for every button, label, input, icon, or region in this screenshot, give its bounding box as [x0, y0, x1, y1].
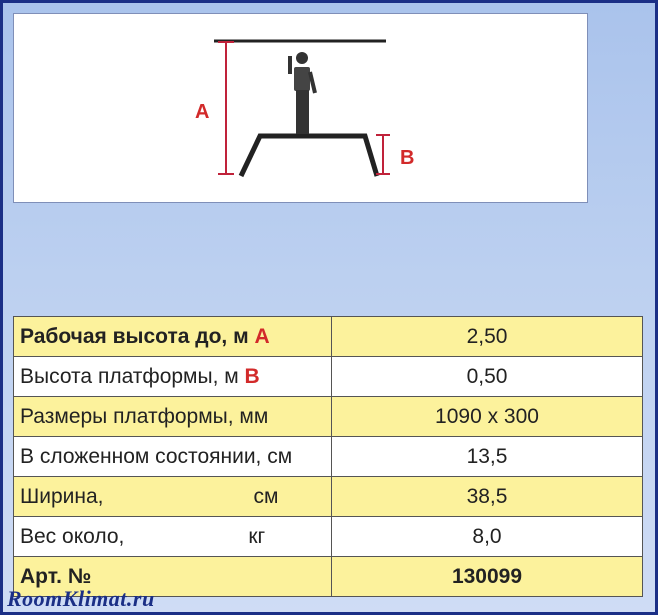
- spec-label: Высота платформы, м B: [14, 357, 332, 397]
- dimension-b-label: B: [400, 147, 415, 169]
- spec-label: В сложенном состоянии, см: [14, 437, 332, 477]
- table-row: [14, 437, 643, 477]
- article-number: 130099: [332, 557, 643, 597]
- spec-label: Ширина, см: [14, 477, 332, 517]
- watermark-logo: RoomKlimat.ru: [7, 586, 155, 611]
- spec-value: 8,0: [332, 517, 643, 557]
- spec-unit: см: [253, 484, 279, 508]
- spec-label: Размеры платформы, мм: [14, 397, 332, 437]
- spec-label: Рабочая высота до, м A: [14, 317, 332, 357]
- spec-value: 0,50: [332, 357, 643, 397]
- spec-value: 13,5: [332, 437, 643, 477]
- spec-value: 2,50: [332, 317, 643, 357]
- table-row: [14, 477, 643, 517]
- table-row: [14, 397, 643, 437]
- spec-label: Вес около, кг: [14, 517, 332, 557]
- table-row: [14, 317, 643, 357]
- dimension-a-label: A: [195, 101, 210, 123]
- table-row: [14, 517, 643, 557]
- ladder-diagram-svg: [14, 14, 587, 202]
- ladder-platform: [241, 136, 377, 176]
- table-row: [14, 357, 643, 397]
- article-label: Арт. №: [14, 557, 332, 597]
- worker-figure: [290, 52, 315, 134]
- spec-value: 38,5: [332, 477, 643, 517]
- spec-unit: кг: [248, 524, 266, 548]
- marker-a: A: [254, 324, 270, 348]
- ladder-diagram: [13, 13, 588, 203]
- spec-value: 1090 x 300: [332, 397, 643, 437]
- marker-b: B: [244, 364, 260, 388]
- specs-table: [13, 316, 643, 597]
